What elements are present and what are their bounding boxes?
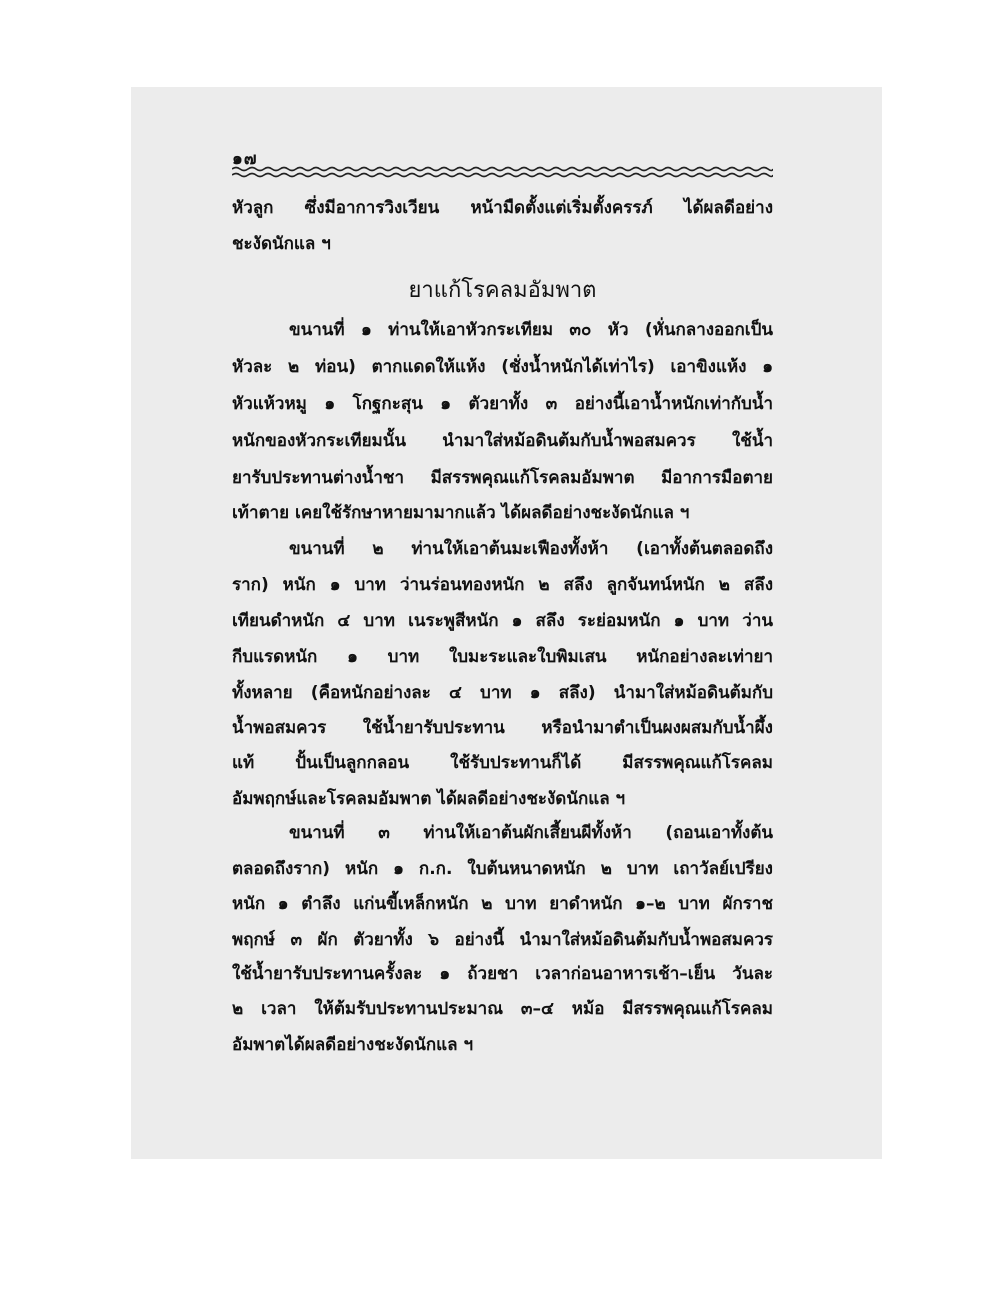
text-line: น้ำพอสมควร ใช้น้ำยารับประทาน หรือนำมาตำเป็นผงผสมกับน้ำผึ้ง (232, 718, 773, 738)
page-number: ๑๗ (232, 149, 258, 169)
text-line: ทั้งหลาย (คือหนักอย่างละ ๔ บาท ๑ สลึง) นำมาใส่หม้อดินต้มกับ (232, 683, 773, 703)
text-line: หนัก ๑ ตำลึง แก่นขี้เหล็กหนัก ๒ บาท ยาดำหนัก ๑–๒ บาท ผักราช (232, 894, 773, 914)
paragraph-first-line: ขนานที่ ๓ ท่านให้เอาต้นผักเสี้ยนผีทั้งห้า (ถอนเอาทั้งต้น (289, 823, 773, 843)
text-line: หัวละ ๒ ท่อน) ตากแดดให้แห้ง (ชั่งน้ำหนักได้เท่าไร) เอาขิงแห้ง ๑ (232, 357, 773, 377)
text-line: เทียนดำหนัก ๔ บาท เนระพูสีหนัก ๑ สลึง ระย่อมหนัก ๑ บาท ว่าน (232, 611, 773, 631)
text-line: แท้ ปั้นเป็นลูกกลอน ใช้รับประทานก็ได้ มีสรรพคุณแก้โรคลม (232, 753, 773, 773)
section-heading: ยาแก้โรคลมอัมพาต (408, 278, 597, 303)
text-line: ราก) หนัก ๑ บาท ว่านร่อนทองหนัก ๒ สลึง ลูกจันทน์หนัก ๒ สลึง (232, 575, 773, 595)
text-line: ใช้น้ำยารับประทานครั้งละ ๑ ถ้วยชา เวลาก่อนอาหารเช้า–เย็น วันละ (232, 964, 773, 984)
text-line: อัมพาตได้ผลดีอย่างชะงัดนักแล ฯ (232, 1035, 473, 1055)
text-line: ๒ เวลา ให้ต้มรับประทานประมาณ ๓–๔ หม้อ มีสรรพคุณแก้โรคลม (232, 999, 773, 1019)
text-line: หัวแห้วหมู ๑ โกฐกะสุน ๑ ตัวยาทั้ง ๓ อย่างนี้เอาน้ำหนักเท่ากับน้ำ (232, 394, 773, 414)
text-line: กีบแรดหนัก ๑ บาท ใบมะระและใบพิมเสน หนักอย่างละเท่ายา (232, 647, 773, 667)
text-line: หนักของหัวกระเทียมนั้น นำมาใส่หม้อดินต้มกับน้ำพอสมควร ใช้น้ำ (232, 431, 773, 451)
paragraph-first-line: ขนานที่ ๑ ท่านให้เอาหัวกระเทียม ๓๐ หัว (หั่นกลางออกเป็น (289, 320, 773, 340)
text-line: เท้าตาย เคยใช้รักษาหายมามากแล้ว ได้ผลดีอย่างชะงัดนักแล ฯ (232, 503, 690, 523)
text-line: อัมพฤกษ์และโรคลมอัมพาต ได้ผลดีอย่างชะงัดนักแล ฯ (232, 789, 626, 809)
decorative-rule (232, 165, 773, 179)
text-line: ตลอดถึงราก) หนัก ๑ ก.ก. ใบต้นหนาดหนัก ๒ บาท เถาวัลย์เปรียง (232, 859, 773, 879)
text-line: พฤกษ์ ๓ ผัก ตัวยาทั้ง ๖ อย่างนี้ นำมาใส่หม้อดินต้มกับน้ำพอสมควร (232, 930, 773, 950)
text-line: ชะงัดนักแล ฯ (232, 234, 331, 254)
paragraph-first-line: ขนานที่ ๒ ท่านให้เอาต้นมะเฟืองทั้งห้า (เอาทั้งต้นตลอดถึง (289, 539, 773, 559)
text-line: หัวลูก ซึ่งมีอาการวิงเวียน หน้ามืดตั้งแต่เริ่มตั้งครรภ์ ได้ผลดีอย่าง (232, 198, 773, 218)
text-line: ยารับประทานต่างน้ำชา มีสรรพคุณแก้โรคลมอัมพาต มีอาการมือตาย (232, 468, 773, 488)
